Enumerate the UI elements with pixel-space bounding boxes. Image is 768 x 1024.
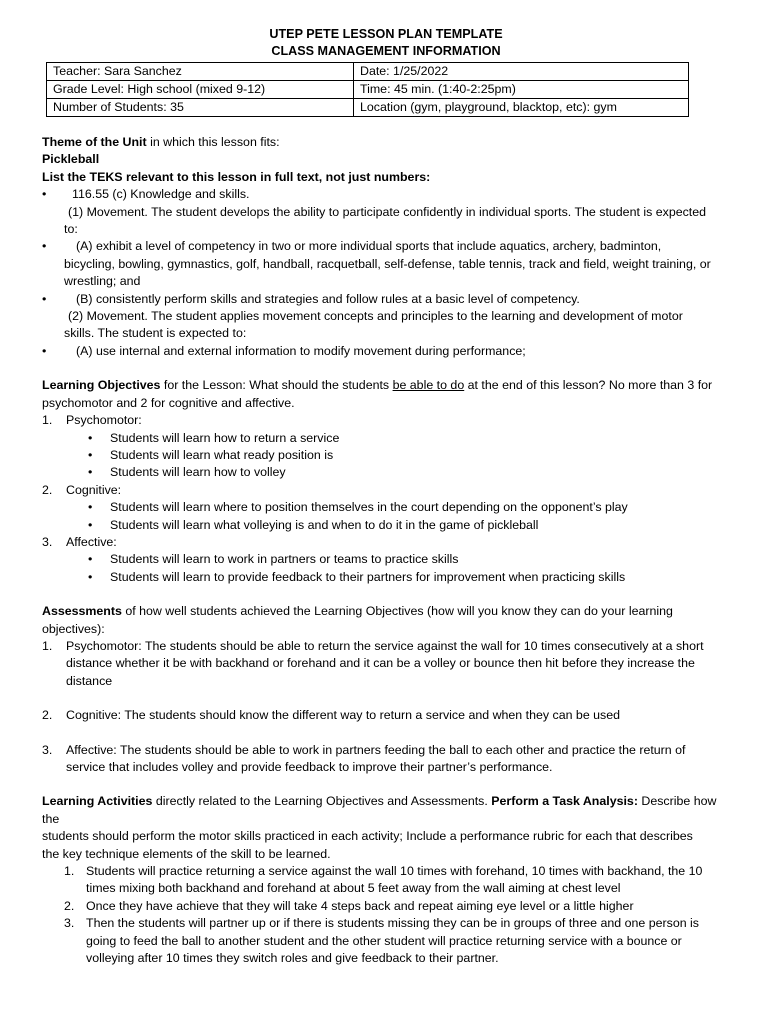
list-item <box>42 499 730 516</box>
objectives-heading-cont: psychomotor and 2 for cognitive and affective. <box>42 395 295 410</box>
bullet: • <box>88 430 93 445</box>
list-number: 3. <box>64 916 75 931</box>
teks-item-text: (B) consistently perform skills and strategies and follow rules at a basic level of competency. <box>76 291 580 306</box>
location-cell: Location (gym, playground, blacktop, etc): gym <box>354 99 689 117</box>
bullet: • <box>88 500 93 515</box>
teks-item-text: bicycling, bowling, gymnastics, golf, handball, racquetball, self-defense, table tennis, track and field, weight training, or <box>64 256 711 271</box>
students-cell: Number of Students: 35 <box>47 99 354 117</box>
assessment-text: Psychomotor: The students should be able to return the service against the wall for 10 times consecutively at a short <box>66 638 704 653</box>
list-number: 1. <box>64 864 75 879</box>
assessments-heading <box>42 603 730 620</box>
objectives-label-end: at the end of this lesson? No more than 3 for <box>464 378 713 393</box>
assessment-cognitive <box>42 707 730 724</box>
table-row <box>47 99 689 117</box>
teks-movement-1-cont: to: <box>64 222 78 237</box>
list-number: 2. <box>42 708 53 723</box>
teks-movement-2 <box>42 308 730 325</box>
list-item <box>42 517 730 534</box>
assessments-heading-cont: objectives): <box>42 621 105 636</box>
objective-text: Students will learn to provide feedback to their partners for improvement when practicing skills <box>110 569 626 584</box>
list-item <box>42 186 730 203</box>
teks-label-rest: relevant to this lesson in full text, not just numbers: <box>122 169 431 184</box>
activities-heading-cont: students should perform the motor skills practiced in each activity; Include a performance rubric for each that describes <box>42 829 693 844</box>
objective-text: Students will learn to work in partners or teams to practice skills <box>110 552 459 567</box>
bullet: • <box>42 343 47 358</box>
assessment-text: Cognitive: The students should know the different way to return a service and when they can be used <box>66 708 621 723</box>
list-item <box>42 551 730 568</box>
list-item <box>42 447 730 464</box>
objectives-label-underlined: be able to do <box>392 378 465 393</box>
document-title: UTEP PETE LESSON PLAN TEMPLATE <box>269 27 503 41</box>
objective-group-name: Affective: <box>66 534 117 549</box>
objective-group-psychomotor <box>42 412 730 429</box>
table-row <box>47 81 689 99</box>
objective-group-cognitive <box>42 482 730 499</box>
objective-text: Students will learn what volleying is and when to do it in the game of pickleball <box>110 517 539 532</box>
teks-item-text: (A) exhibit a level of competency in two or more individual sports that include aquatics, archery, badminton, <box>76 239 662 254</box>
objective-group-affective <box>42 534 730 551</box>
activities-heading-cont: the key technique elements of the skill to be learned. <box>42 846 331 861</box>
teks-movement-1-line: (1) Movement. The student develops the ability to participate confidently in individual sports. The student is expected <box>68 204 707 219</box>
teks-item-text: wrestling; and <box>64 274 141 289</box>
bullet: • <box>88 569 93 584</box>
grade-level-cell: Grade Level: High school (mixed 9-12) <box>47 81 354 99</box>
time-cell: Time: 45 min. (1:40-2:25pm) <box>354 81 689 99</box>
theme-value: Pickleball <box>42 152 100 167</box>
theme-label-rest: in which this lesson fits: <box>146 135 280 149</box>
objectives-label-mid: for the Lesson: What should the students <box>160 378 393 393</box>
activity-text: times mixing both backhand and forehand at about 5 feet away from the wall aiming at chest level <box>86 881 621 896</box>
assessments-label: Assessments <box>42 604 122 619</box>
activity-item <box>42 915 730 967</box>
teks-label-pre: List the <box>42 169 90 184</box>
list-number: 1. <box>42 413 53 428</box>
assessment-text: distance <box>66 673 113 688</box>
list-item <box>42 343 730 360</box>
objective-text: Students will learn how to return a service <box>110 430 340 445</box>
bullet: • <box>42 239 47 254</box>
activities-label-end: Describe how the <box>42 794 717 826</box>
table-row <box>47 63 689 81</box>
objective-text: Students will learn what ready position is <box>110 447 334 462</box>
teks-item-text: 116.55 (c) Knowledge and skills. <box>72 187 250 202</box>
teks-heading <box>42 169 730 186</box>
objective-text: Students will learn where to position themselves in the court depending on the opponent’s play <box>110 500 628 515</box>
bullet: • <box>88 447 93 462</box>
objectives-label: Learning Objectives <box>42 378 161 393</box>
list-number: 2. <box>42 482 53 497</box>
teacher-cell: Teacher: Sara Sanchez <box>47 63 354 81</box>
activity-text: Then the students will partner up or if there is students missing they can be in groups of three and one person is <box>86 916 699 931</box>
teks-movement-2-cont: skills. The student is expected to: <box>64 326 247 341</box>
list-item <box>42 238 730 290</box>
date-cell: Date: 1/25/2022 <box>354 63 689 81</box>
bullet: • <box>88 465 93 480</box>
assessment-text: Affective: The students should be able to work in partners feeding the ball to each other and practice the return of <box>66 742 686 757</box>
teks-label: TEKS <box>89 169 123 184</box>
task-analysis-label: Perform a Task Analysis: <box>491 794 638 809</box>
assessment-text: distance whether it be with backhand or forehand and it can be a volley or bounce then hit before they increase the <box>66 656 695 671</box>
list-item <box>42 430 730 447</box>
teks-movement-2-line: (2) Movement. The student applies movement concepts and principles to the learning and development of motor <box>68 309 683 324</box>
list-item <box>42 291 730 308</box>
assessment-text: service that includes volley and provide feedback to improve their partner’s performance. <box>66 760 553 774</box>
objective-group-name: Cognitive: <box>66 482 122 497</box>
assessment-affective <box>42 742 730 777</box>
objective-group-name: Psychomotor: <box>66 413 142 428</box>
activity-text: Students will practice returning a service against the wall 10 times with forehand, 10 times with backhand, the 10 <box>86 864 703 879</box>
activity-text: Once they have achieve that they will take 4 steps back and repeat aiming eye level or a little higher <box>86 898 634 913</box>
list-item <box>42 464 730 481</box>
list-number: 3. <box>42 534 53 549</box>
list-number: 1. <box>42 638 53 653</box>
activity-item <box>42 863 730 898</box>
bullet: • <box>42 291 47 306</box>
list-item <box>42 569 730 586</box>
class-info-table <box>46 62 689 117</box>
bullet: • <box>42 187 47 202</box>
activity-text: going to feed the ball to another student and the other student will practice returning service with a bounce or <box>86 933 682 948</box>
list-number: 3. <box>42 742 53 757</box>
bullet: • <box>88 552 93 567</box>
theme-label: Theme of the Unit <box>42 135 147 149</box>
document-subtitle: CLASS MANAGEMENT INFORMATION <box>271 44 501 58</box>
assessments-label-rest: of how well students achieved the Learning Objectives (how will you know they can do your learning <box>121 604 673 619</box>
teks-movement-1 <box>42 204 730 221</box>
activity-item <box>42 898 730 915</box>
activities-heading <box>42 793 730 828</box>
activity-text: volleying after 10 times they switch roles and give feedback to their partner. <box>86 951 499 966</box>
list-number: 2. <box>64 898 75 913</box>
activities-label: Learning Activities <box>42 794 153 809</box>
theme-heading <box>42 134 730 151</box>
assessment-psychomotor <box>42 638 730 690</box>
objectives-heading <box>42 377 730 394</box>
bullet: • <box>88 517 93 532</box>
activities-label-mid: directly related to the Learning Objectives and Assessments. <box>152 794 492 809</box>
teks-item-text: (A) use internal and external information to modify movement during performance; <box>76 343 526 358</box>
objective-text: Students will learn how to volley <box>110 465 286 480</box>
